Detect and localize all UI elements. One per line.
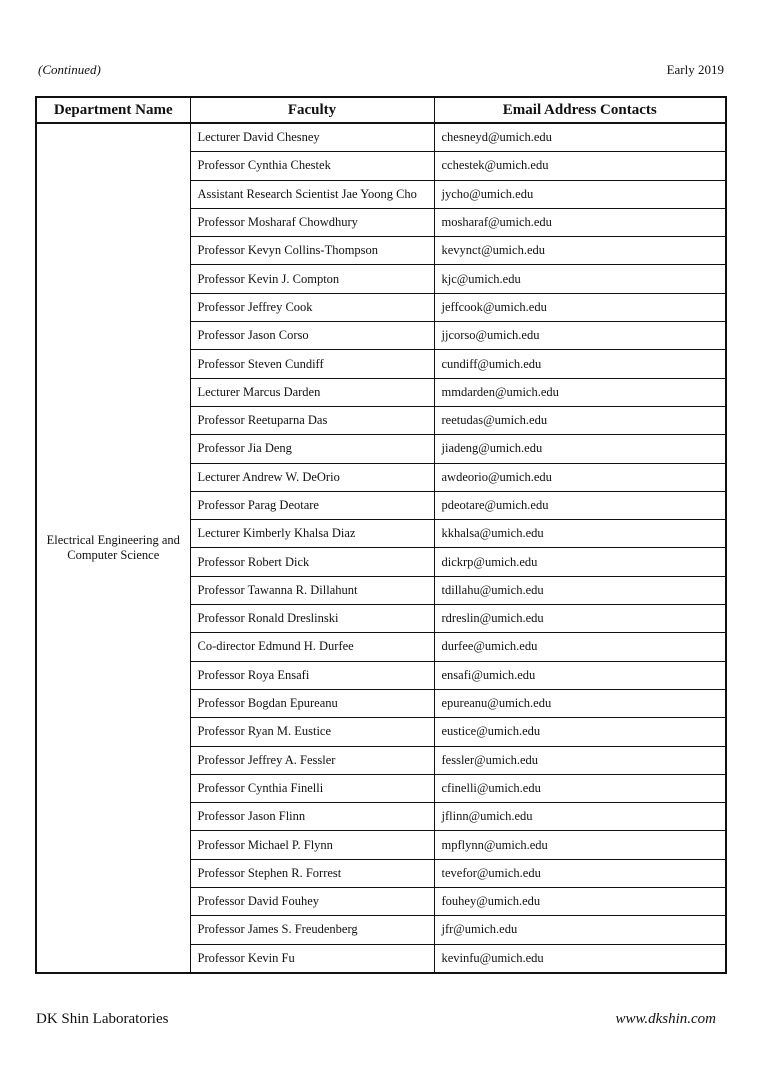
email-cell[interactable]: chesneyd@umich.edu: [434, 123, 726, 152]
column-header-faculty: Faculty: [190, 97, 434, 123]
email-cell[interactable]: jeffcook@umich.edu: [434, 293, 726, 321]
email-cell[interactable]: tevefor@umich.edu: [434, 859, 726, 887]
table-row: [36, 123, 726, 152]
faculty-cell: Professor Jeffrey A. Fessler: [190, 746, 434, 774]
faculty-cell: Assistant Research Scientist Jae Yoong Cho: [190, 180, 434, 208]
email-cell[interactable]: jycho@umich.edu: [434, 180, 726, 208]
faculty-cell: Professor Steven Cundiff: [190, 350, 434, 378]
faculty-cell: Professor Jason Flinn: [190, 803, 434, 831]
faculty-cell: Professor Ryan M. Eustice: [190, 718, 434, 746]
email-cell[interactable]: jiadeng@umich.edu: [434, 435, 726, 463]
faculty-cell: Professor Kevin J. Compton: [190, 265, 434, 293]
faculty-cell: Professor Mosharaf Chowdhury: [190, 208, 434, 236]
email-cell[interactable]: rdreslin@umich.edu: [434, 605, 726, 633]
continued-label: (Continued): [38, 62, 101, 77]
faculty-cell: Professor Parag Deotare: [190, 491, 434, 519]
faculty-cell: Professor Reetuparna Das: [190, 406, 434, 434]
faculty-cell: Professor Kevyn Collins-Thompson: [190, 237, 434, 265]
email-cell[interactable]: cundiff@umich.edu: [434, 350, 726, 378]
faculty-cell: Professor Michael P. Flynn: [190, 831, 434, 859]
faculty-cell: Professor Jeffrey Cook: [190, 293, 434, 321]
email-cell[interactable]: dickrp@umich.edu: [434, 548, 726, 576]
email-cell[interactable]: ensafi@umich.edu: [434, 661, 726, 689]
faculty-cell: Professor Cynthia Finelli: [190, 774, 434, 802]
table-header-row: [36, 97, 726, 123]
email-cell[interactable]: jflinn@umich.edu: [434, 803, 726, 831]
faculty-cell: Professor Jia Deng: [190, 435, 434, 463]
website-link[interactable]: www.dkshin.com: [615, 1011, 716, 1027]
date-label: Early 2019: [666, 62, 724, 77]
faculty-cell: Professor Bogdan Epureanu: [190, 689, 434, 717]
email-cell[interactable]: kevinfu@umich.edu: [434, 944, 726, 973]
email-cell[interactable]: eustice@umich.edu: [434, 718, 726, 746]
faculty-cell: Professor Ronald Dreslinski: [190, 605, 434, 633]
column-header-department: Department Name: [36, 97, 190, 123]
email-cell[interactable]: durfee@umich.edu: [434, 633, 726, 661]
faculty-cell: Professor Robert Dick: [190, 548, 434, 576]
email-cell[interactable]: fessler@umich.edu: [434, 746, 726, 774]
faculty-cell: Professor Kevin Fu: [190, 944, 434, 973]
email-cell[interactable]: mpflynn@umich.edu: [434, 831, 726, 859]
faculty-cell: Lecturer Kimberly Khalsa Diaz: [190, 520, 434, 548]
email-cell[interactable]: awdeorio@umich.edu: [434, 463, 726, 491]
department-cell: Electrical Engineering and Computer Science: [36, 123, 190, 973]
table-body: [36, 123, 726, 973]
faculty-cell: Lecturer David Chesney: [190, 123, 434, 152]
email-cell[interactable]: pdeotare@umich.edu: [434, 491, 726, 519]
email-cell[interactable]: jjcorso@umich.edu: [434, 322, 726, 350]
email-cell[interactable]: mmdarden@umich.edu: [434, 378, 726, 406]
email-cell[interactable]: jfr@umich.edu: [434, 916, 726, 944]
email-cell[interactable]: kjc@umich.edu: [434, 265, 726, 293]
email-cell[interactable]: cfinelli@umich.edu: [434, 774, 726, 802]
faculty-cell: Lecturer Andrew W. DeOrio: [190, 463, 434, 491]
column-header-email: Email Address Contacts: [434, 97, 726, 123]
email-cell[interactable]: kkhalsa@umich.edu: [434, 520, 726, 548]
faculty-cell: Professor James S. Freudenberg: [190, 916, 434, 944]
email-cell[interactable]: kevynct@umich.edu: [434, 237, 726, 265]
faculty-cell: Co-director Edmund H. Durfee: [190, 633, 434, 661]
email-cell[interactable]: tdillahu@umich.edu: [434, 576, 726, 604]
company-name: DK Shin Laboratories: [36, 1011, 169, 1027]
faculty-cell: Professor Tawanna R. Dillahunt: [190, 576, 434, 604]
email-cell[interactable]: fouhey@umich.edu: [434, 888, 726, 916]
faculty-cell: Professor Jason Corso: [190, 322, 434, 350]
faculty-cell: Professor Stephen R. Forrest: [190, 859, 434, 887]
email-cell[interactable]: reetudas@umich.edu: [434, 406, 726, 434]
faculty-contacts-table: [35, 96, 727, 974]
email-cell[interactable]: mosharaf@umich.edu: [434, 208, 726, 236]
faculty-cell: Lecturer Marcus Darden: [190, 378, 434, 406]
email-cell[interactable]: cchestek@umich.edu: [434, 152, 726, 180]
faculty-cell: Professor Roya Ensafi: [190, 661, 434, 689]
email-cell[interactable]: epureanu@umich.edu: [434, 689, 726, 717]
faculty-cell: Professor Cynthia Chestek: [190, 152, 434, 180]
faculty-cell: Professor David Fouhey: [190, 888, 434, 916]
